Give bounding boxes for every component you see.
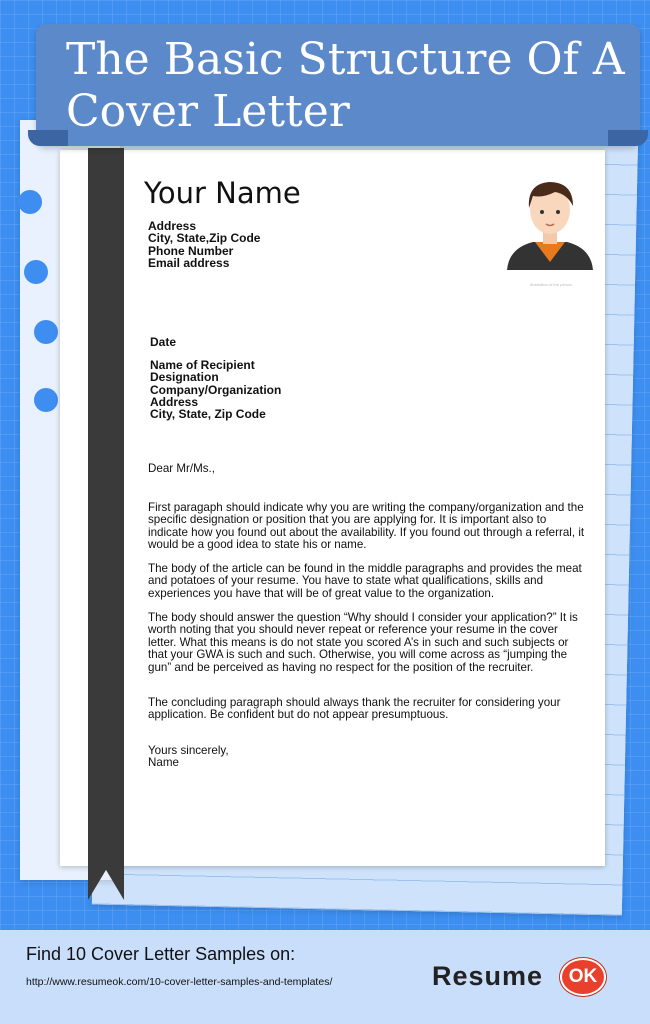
- footer-title: Find 10 Cover Letter Samples on:: [26, 944, 296, 964]
- contact-line: Address: [148, 219, 197, 233]
- recipient-block: [150, 359, 281, 420]
- contact-line: City, State,Zip Code: [148, 231, 261, 246]
- avatar: [505, 170, 595, 280]
- sender-contact: [148, 220, 260, 269]
- paragraph-question: The body should answer the question “Why should I consider your application?” It is worth noting that you should never repeat or reference your resume in the cover letter. What this means is do not state you scored A’s in such and such subjects or that your GWA is such and such. Otherwise, you will come across as “jumping the gun” and be perceived as having no respect for the position of the recruiter.: [148, 611, 578, 674]
- footer: [0, 930, 650, 1024]
- avatar-caption: Illustration of the person: [529, 282, 573, 287]
- page-title: The Basic Structure Of A Cover Letter: [66, 34, 625, 137]
- recipient-line: Address: [150, 394, 199, 409]
- ring-hole: [34, 320, 58, 344]
- ring-hole: [34, 388, 58, 412]
- footer-link[interactable]: http://www.resumeok.com/10-cover-letter-samples-and-templates/: [26, 976, 333, 988]
- date-line: Date: [150, 335, 177, 349]
- notebook-spine: [88, 148, 124, 900]
- banner-fold: [28, 130, 68, 146]
- title-banner: [36, 24, 640, 146]
- recipient-line: Designation: [150, 370, 219, 385]
- signature-name: Name: [148, 756, 179, 769]
- contact-line: Email address: [148, 255, 230, 270]
- closing: Yours sincerely,: [148, 744, 229, 757]
- paragraph-intro: First paragaph should indicate why you are writing the company/organization and the specific designation or position that you are applying for. It is important also to indicate how you found out about the availability. If you found out through a referral, it would be a good idea to state his or name.: [148, 501, 585, 552]
- ring-hole: [24, 260, 48, 284]
- brand-text: Resume: [432, 961, 544, 991]
- brand-badge-icon: OK: [560, 958, 606, 996]
- your-name-heading: Your Name: [144, 176, 301, 210]
- salutation: Dear Mr/Ms.,: [148, 462, 215, 475]
- recipient-line: City, State, Zip Code: [150, 407, 266, 422]
- paragraph-conclusion: The concluding paragraph should always thank the recruiter for considering your application. Be confident but do not appear presumptuous.: [148, 696, 561, 722]
- recipient-line: Name of Recipient: [150, 358, 255, 372]
- ring-hole: [18, 190, 42, 214]
- contact-line: Phone Number: [148, 243, 234, 258]
- paragraph-body: The body of the article can be found in the middle paragraphs and provides the meat and potatoes of your resume. You have to state what qualifications, skills and experiences you have that will be of great value to the organization.: [148, 562, 582, 600]
- recipient-line: Company/Organization: [150, 382, 282, 397]
